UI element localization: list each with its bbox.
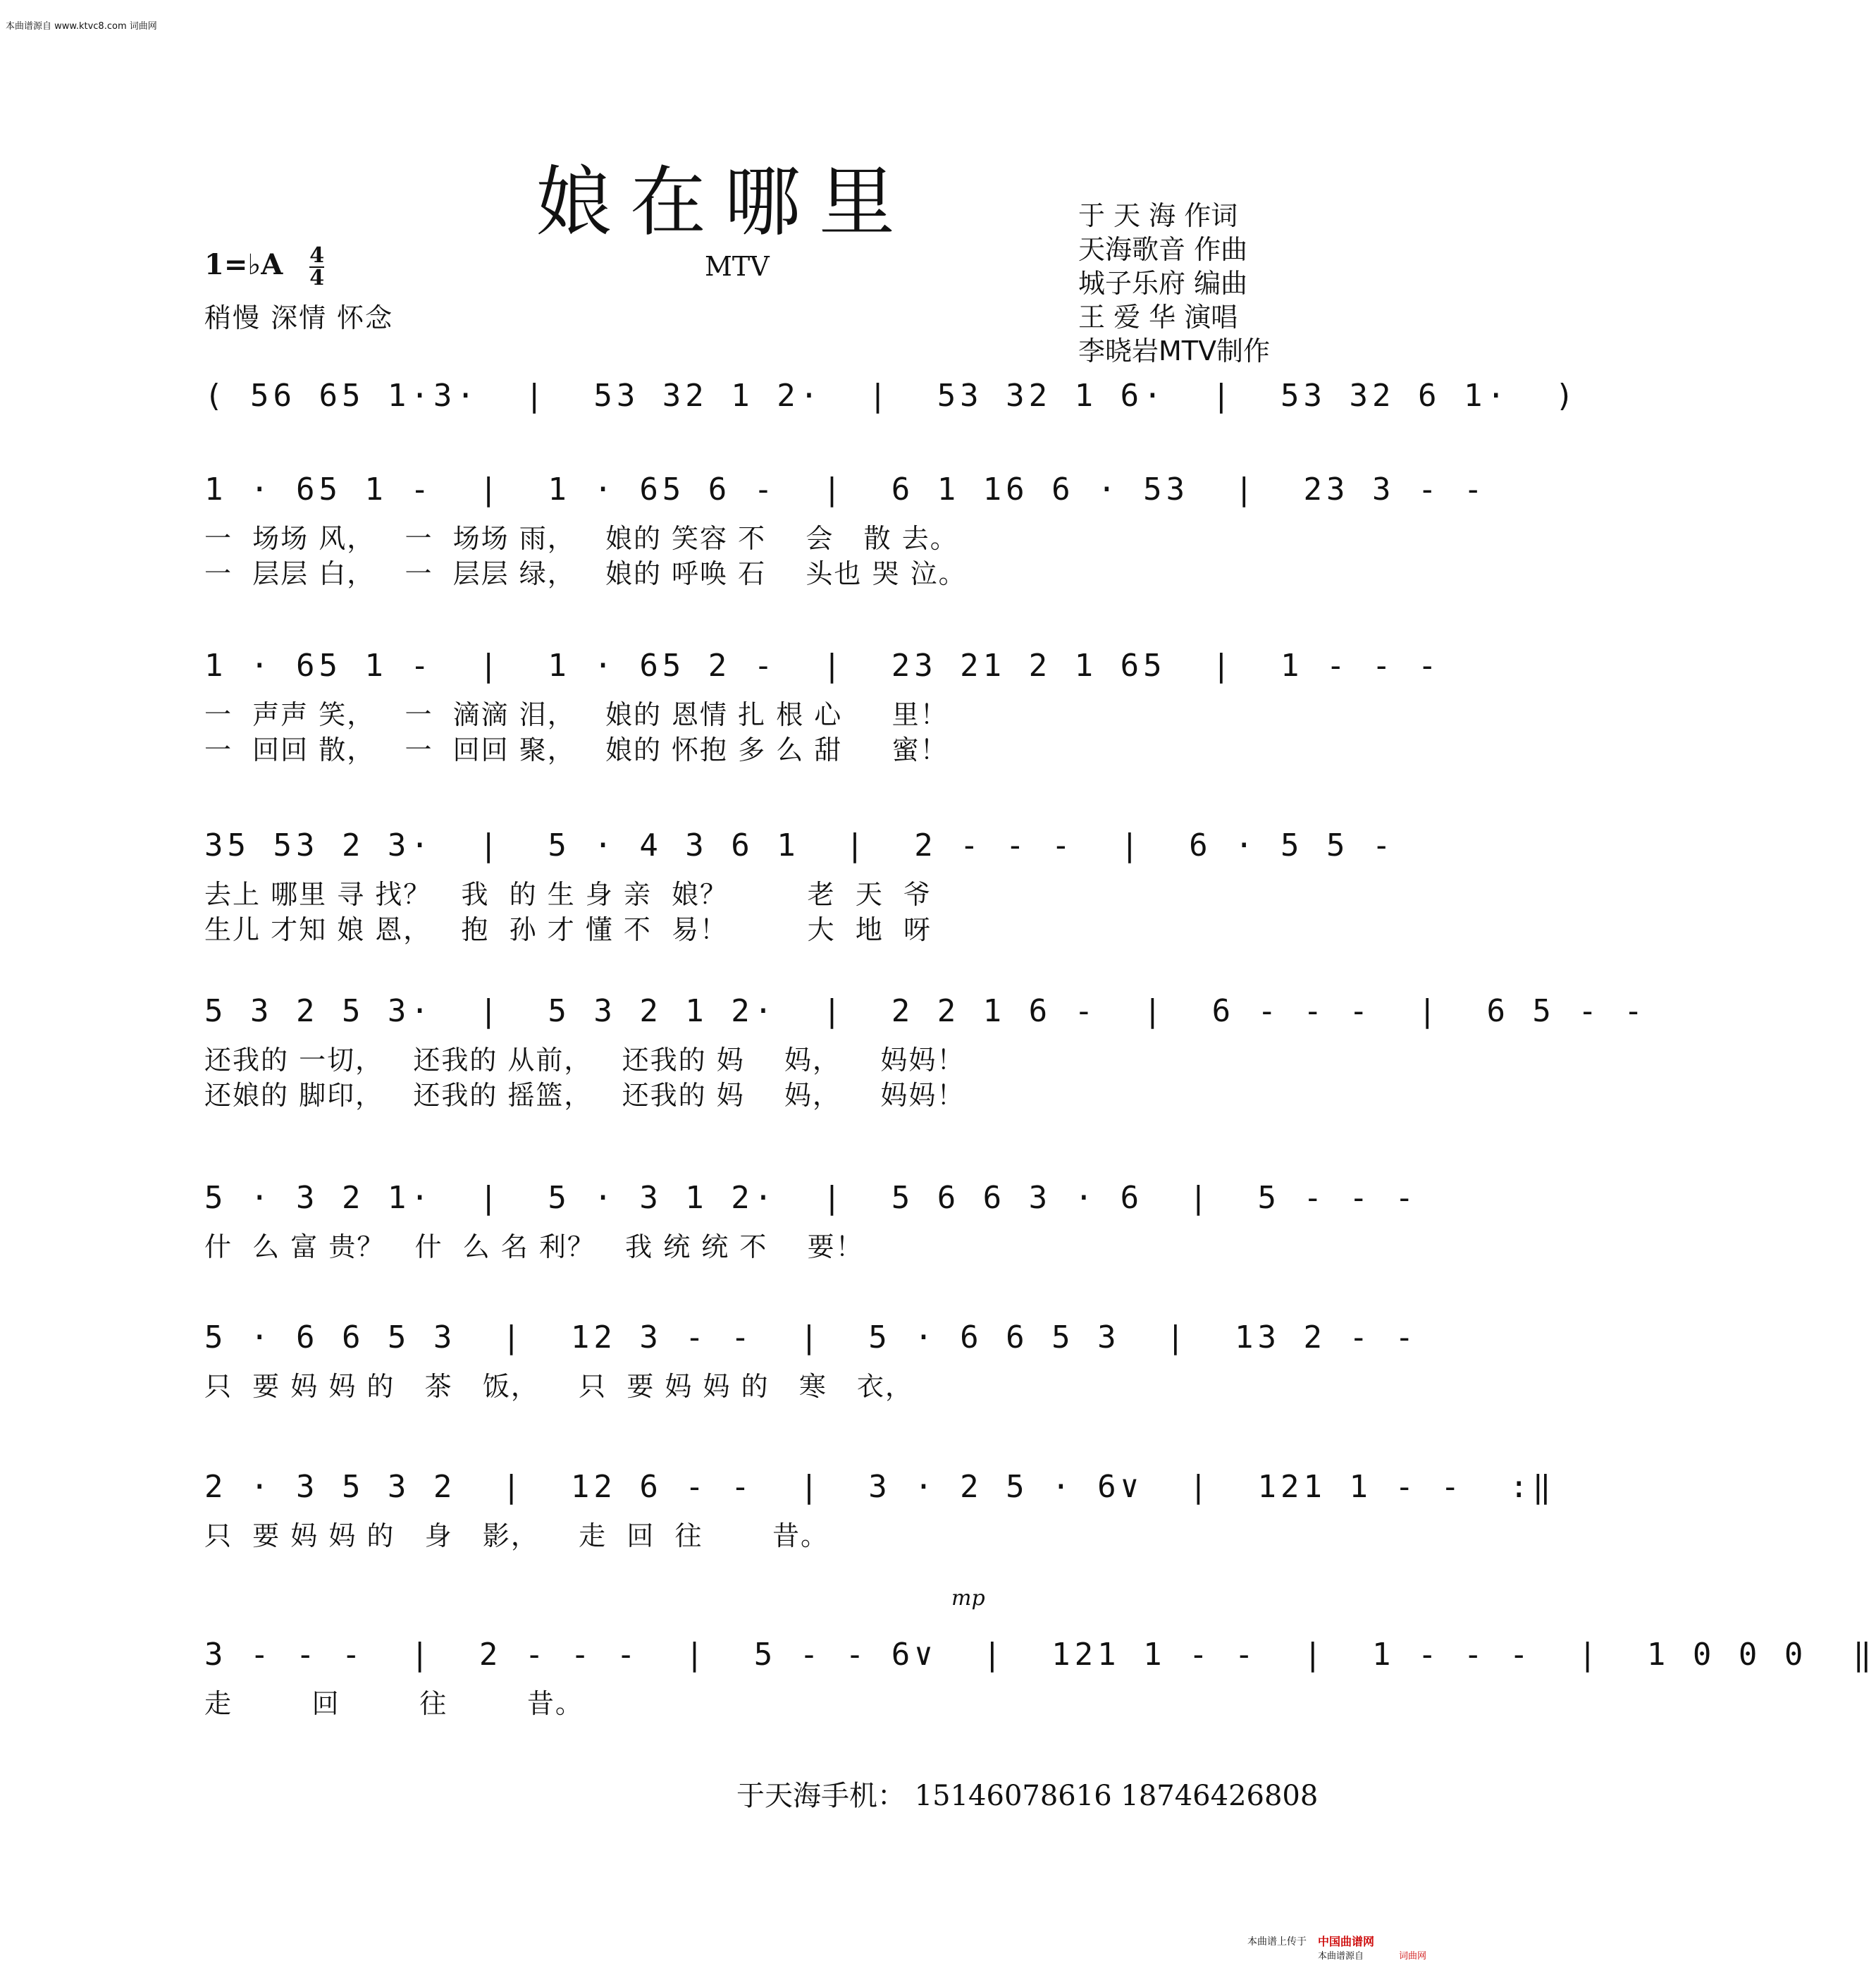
- dynamic-mark: mp: [951, 1586, 985, 1611]
- lyric-verse-1: 一 场场 风， 一 场场 雨， 娘的 笑容 不 会 散 去。: [204, 523, 958, 554]
- lyric-verse-1: 走 回 往 昔。: [204, 1688, 584, 1719]
- credits: [1078, 199, 1270, 368]
- notation-line: 3 - - - | 2 - - - | 5 - - 6∨ | 121 1 - - | 1 - - - | 1 0 0 0 ‖: [204, 1637, 1876, 1673]
- time-signature-top: 4: [309, 243, 325, 268]
- footer-logo: 中国曲谱网: [1318, 1935, 1375, 1948]
- score-system-7: [204, 1310, 1418, 1408]
- credit-mtv: 李晓岩MTV制作: [1078, 336, 1270, 367]
- footer-source-note: 本曲谱源自: [1318, 1951, 1364, 1962]
- score-system-1: [204, 367, 1579, 430]
- score-system-6: [204, 1170, 1418, 1269]
- notation-line: ( 56 65 1·3· | 53 32 1 2· | 53 32 1 6· | 53 32 6 1· ): [204, 378, 1579, 414]
- lyric-verse-2: 一 回回 散， 一 回回 聚， 娘的 怀抱 多 么 甜 蜜！: [204, 734, 949, 765]
- tempo-marking: 稍慢 深情 怀念: [204, 302, 394, 333]
- lyric-verse-2: 一 层层 白， 一 层层 绿， 娘的 呼唤 石 头也 哭 泣。: [204, 558, 967, 589]
- credit-composer: 天海歌音 作曲: [1078, 234, 1248, 265]
- song-title: 娘在哪里: [536, 159, 914, 247]
- credit-arranger: 城子乐府 编曲: [1078, 268, 1248, 299]
- key: 1=♭A: [204, 248, 283, 281]
- contact-phone: 于天海手机： 15146078616 18746426808: [736, 1780, 1319, 1812]
- score-system-9: [204, 1586, 1876, 1734]
- footer-upload-note: 本曲谱上传于: [1247, 1936, 1307, 1948]
- score-system-5: [204, 983, 1647, 1117]
- lyric-verse-1: 只 要 妈 妈 的 茶 饭， 只 要 妈 妈 的 寒 衣，: [204, 1371, 914, 1402]
- lyric-verse-1: 一 声声 笑， 一 滴滴 泪， 娘的 恩情 扎 根 心 里！: [204, 699, 949, 730]
- score-system-2: [204, 462, 1487, 596]
- footer-site: 词曲网: [1399, 1951, 1427, 1962]
- time-signature-bottom: 4: [309, 266, 325, 290]
- lyric-verse-1: 只 要 妈 妈 的 身 影， 走 回 往 昔。: [204, 1520, 829, 1551]
- key-signature: [204, 245, 324, 289]
- lyric-verse-2: 生儿 才知 娘 恩， 抱 孙 才 懂 不 易！ 大 地 呀: [204, 914, 932, 945]
- notation-line: 5 · 6 6 5 3 | 12 3 - - | 5 · 6 6 5 3 | 13 2 - -: [204, 1319, 1418, 1355]
- notation-line: 2 · 3 5 3 2 | 12 6 - - | 3 · 2 5 · 6∨ | 121 1 - - :‖: [204, 1469, 1555, 1505]
- lyric-verse-1: 去上 哪里 寻 找？ 我 的 生 身 亲 娘？ 老 天 爷: [204, 879, 932, 910]
- lyric-verse-2: 还娘的 脚印， 还我的 摇篮， 还我的 妈 妈， 妈妈！: [204, 1080, 965, 1111]
- lyric-verse-1: 什 么 富 贵？ 什 么 名 利？ 我 统 统 不 要！: [204, 1231, 864, 1262]
- score-system-8: [204, 1459, 1555, 1558]
- score-system-4: [204, 818, 1395, 952]
- credit-singer: 王 爱 华 演唱: [1078, 302, 1238, 333]
- notation-line: 5 · 3 2 1· | 5 · 3 1 2· | 5 6 6 3 · 6 | 5 - - -: [204, 1180, 1418, 1216]
- time-signature: [309, 245, 324, 289]
- notation-line: 35 53 2 3· | 5 · 4 3 6 1 | 2 - - - | 6 · 5 5 -: [204, 827, 1395, 863]
- subtitle: MTV: [705, 251, 770, 282]
- credit-lyricist: 于 天 海 作词: [1078, 200, 1238, 231]
- source-note: 本曲谱源自 www.ktvc8.com 词曲网: [6, 21, 157, 32]
- score-system-3: [204, 638, 1441, 772]
- notation-line: 1 · 65 1 - | 1 · 65 2 - | 23 21 2 1 65 | 1 - - -: [204, 648, 1441, 684]
- lyric-verse-1: 还我的 一切， 还我的 从前， 还我的 妈 妈， 妈妈！: [204, 1045, 965, 1076]
- notation-line: 1 · 65 1 - | 1 · 65 6 - | 6 1 16 6 · 53 | 23 3 - -: [204, 472, 1487, 507]
- notation-line: 5 3 2 5 3· | 5 3 2 1 2· | 2 2 1 6 - | 6 - - - | 6 5 - -: [204, 993, 1647, 1029]
